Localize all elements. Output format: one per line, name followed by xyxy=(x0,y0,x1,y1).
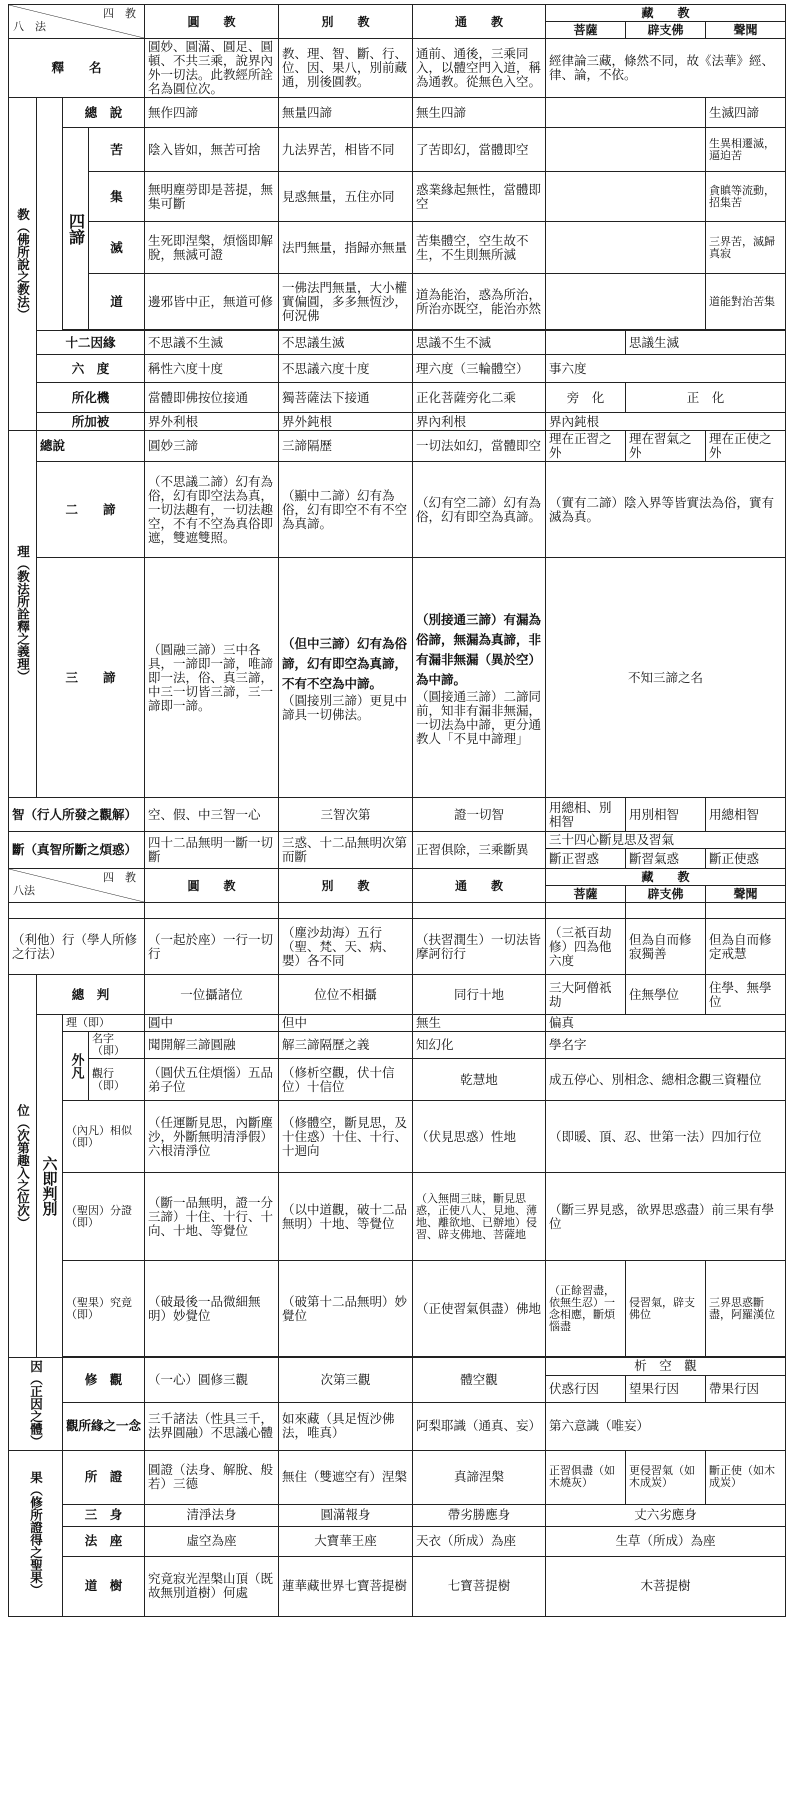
cell-zang-ershang: 正 化 xyxy=(626,383,786,413)
cell-pizhi: 侵習氣，辟支佛位 xyxy=(626,1261,706,1357)
cell-zang: 生滅四諦 xyxy=(706,98,786,128)
cell-yuan: 圓中 xyxy=(145,1015,279,1032)
cell-tong xyxy=(413,558,546,798)
col-pizhi: 辟支佛 xyxy=(626,886,706,903)
cell-bie: 法門無量，指歸亦無量 xyxy=(279,222,413,274)
cell-zang-top: 三十四心斷見思及習氣 xyxy=(546,832,786,849)
cell-yuan: （任運斷見思，內斷塵沙，外斷無明清淨假）六根清淨位 xyxy=(145,1101,279,1173)
row-label: 二 諦 xyxy=(37,462,145,558)
cell-tong: 證一切智 xyxy=(413,798,546,832)
cell-pizhi: 住無學位 xyxy=(626,975,706,1015)
corner-eight-dharmas: 八 法 xyxy=(13,20,46,33)
cell-pusa: 用總相、別相智 xyxy=(546,798,626,832)
cell-yuan: （圓伏五住煩惱）五品弟子位 xyxy=(145,1059,279,1101)
cell-zang: 木菩提樹 xyxy=(546,1556,786,1616)
cell-bie: （破第十二品無明）妙覺位 xyxy=(279,1261,413,1357)
cell-zang: （實有二諦）陰入界等皆實法為俗，實有滅為真。 xyxy=(546,462,786,558)
cell-pusa: （正餘習盡，依無生忍）一念相應，斷煩惱盡 xyxy=(546,1261,626,1357)
cell-bie: 無量四諦 xyxy=(279,98,413,128)
cell-pizhi: 更侵習氣（如木成炭） xyxy=(626,1450,706,1504)
row-jiao-ku xyxy=(9,128,786,172)
cell-zang: 界內鈍根 xyxy=(546,413,786,431)
cell-tong: （入無間三昧，斷見思惑，正使八人、見地、薄地、離欲地、已辦地）侵習、辟支佛地、菩薩地 xyxy=(413,1173,546,1261)
cell-tong-a: （別接通三諦）有漏為俗諦，無漏為真諦，非有漏非無漏（異於空）為中諦。 xyxy=(416,611,542,687)
row-guo-sanshen xyxy=(9,1504,786,1526)
cell-bie: 但中 xyxy=(279,1015,413,1032)
row-wei-guanxing xyxy=(9,1059,786,1101)
cell-tong: （幻有空二諦）幻有為俗，幻有即空為真諦。 xyxy=(413,462,546,558)
col-tong: 通 教 xyxy=(413,869,546,903)
corner-header xyxy=(9,5,145,39)
cell-yuan: 圓證（法身、解脫、般若）三德 xyxy=(145,1450,279,1504)
cell-zang: （斷三界見惑，欲界思惑盡）前三果有學位 xyxy=(546,1173,786,1261)
cell-bie: （修體空，斷見思，及十住惑）十住、十行、十迴向 xyxy=(279,1101,413,1173)
row-jiao-dao xyxy=(9,274,786,330)
row-label: 三 身 xyxy=(63,1504,145,1526)
cell-zang: 思議生滅 xyxy=(626,331,786,355)
waifan-label: 外凡 xyxy=(63,1032,89,1101)
corner-header-2 xyxy=(9,869,145,903)
row-wei-liji xyxy=(9,1015,786,1032)
cell-tong: 思議不生不滅 xyxy=(413,331,546,355)
cell-tong: 天衣（所成）為座 xyxy=(413,1526,546,1556)
cell-zang-top: 析 空 觀 xyxy=(546,1358,786,1376)
row-label: 斷（真智所斷之煩惑） xyxy=(9,832,145,869)
section-jiao: 教（佛所說之教法） xyxy=(9,98,37,431)
cell-shengwen: 理在正使之外 xyxy=(706,431,786,462)
row-label: 十二因緣 xyxy=(37,331,145,355)
cell-shengwen: 斷正使（如木成炭） xyxy=(706,1450,786,1504)
cell-bie: 一佛法門無量，大小權實偏圓，多多無恆沙，何況佛 xyxy=(279,274,413,330)
cell-bie-b: （圓接別三諦）更見中諦具一切佛法。 xyxy=(282,692,408,722)
section-guo: 果（修所證得之聖果） xyxy=(9,1450,63,1616)
header-row-2 xyxy=(9,869,786,886)
cell-yuan: 究竟寂光涅槃山頂（既故無別道樹）何處 xyxy=(145,1556,279,1616)
row-zhi xyxy=(9,798,786,832)
cell-yuan: （不思議二諦）幻有為俗，幻有即空法為真，一切法趣有，一切法趣空，不有不空為真俗即遮，雙遮雙照。 xyxy=(145,462,279,558)
row-jiao-suohuaji xyxy=(9,383,786,413)
cell-tong: 知幻化 xyxy=(413,1032,546,1059)
cell-yuan: 邊邪皆中正，無道可修 xyxy=(145,274,279,330)
cell-pizhi: 望果行因 xyxy=(626,1375,706,1402)
section-li: 理（教法所詮釋之義理） xyxy=(9,431,37,798)
cell-bie: 位位不相攝 xyxy=(279,975,413,1015)
cell-shengwen: 三界思惑斷盡，阿羅漢位 xyxy=(706,1261,786,1357)
row-label: 所 證 xyxy=(63,1450,145,1504)
cell-zang: 生異相遷滅，逼迫苦 xyxy=(706,128,786,172)
cell-tong: 理六度（三輪體空） xyxy=(413,355,546,383)
cell-tong: 阿梨耶識（通真、妄） xyxy=(413,1402,546,1450)
cell-pizhi: 但為自而修寂獨善 xyxy=(626,919,706,975)
row-label: 集 xyxy=(89,172,145,222)
cell-tong: （正使習氣俱盡）佛地 xyxy=(413,1261,546,1357)
row-label: 苦 xyxy=(89,128,145,172)
cell-tong: 惑業緣起無性，當體即空 xyxy=(413,172,546,222)
row-jiao-zongshuo xyxy=(9,98,786,128)
cell-bie: 獨菩薩法下接通 xyxy=(279,383,413,413)
cell-tong: 通前、通後，三乘同入，以體空門入道，稱為通教。從無色入空。 xyxy=(413,39,546,98)
cell-yuan: 陰入皆如，無苦可捨 xyxy=(145,128,279,172)
row-jiao-ji xyxy=(9,172,786,222)
cell-zang: 學名字 xyxy=(546,1032,786,1059)
cell-yuan: （斷一品無明，證一分三諦）十住、十行、十向、十地、等覺位 xyxy=(145,1173,279,1261)
row-label: （利他）行（學人所修之行法） xyxy=(9,919,145,975)
cell-bie: 三諦隔歷 xyxy=(279,431,413,462)
row-label: 釋 名 xyxy=(9,39,145,98)
row-label: 理（即） xyxy=(63,1015,145,1032)
cell-bie: 無住（雙遮空有）涅槃 xyxy=(279,1450,413,1504)
cell-pizhi: 理在習氣之外 xyxy=(626,431,706,462)
cell-bie: 圓滿報身 xyxy=(279,1504,413,1526)
row-label: 三 諦 xyxy=(37,558,145,798)
col-tong: 通 教 xyxy=(413,5,546,39)
cell-yuan: 當體即佛按位接通 xyxy=(145,383,279,413)
cell-yuan: 空、假、中三智一心 xyxy=(145,798,279,832)
cell-tong: 道為能治，惑為所治，所治亦既空，能治亦然 xyxy=(413,274,546,330)
cell-yuan: 生死即涅槃，煩惱即解脫，無滅可證 xyxy=(145,222,279,274)
cell-bie: 解三諦隔歷之義 xyxy=(279,1032,413,1059)
row-label: （聖因）分證（即） xyxy=(63,1173,145,1261)
row-shiming xyxy=(9,39,786,98)
cell-tong: 同行十地 xyxy=(413,975,546,1015)
row-label: （聖果）究竟（即） xyxy=(63,1261,145,1357)
cell-yuan: 三千諸法（性具三千，法界圓融）不思議心體 xyxy=(145,1402,279,1450)
cell-tong: 無生四諦 xyxy=(413,98,546,128)
cell-pusa: （三祇百劫修）四為他六度 xyxy=(546,919,626,975)
row-jiao-shier xyxy=(9,331,786,355)
col-zang: 藏 教 xyxy=(546,869,786,886)
cell-tong: 無生 xyxy=(413,1015,546,1032)
cell-bie: 界外鈍根 xyxy=(279,413,413,431)
cell-tong: （伏見思惑）性地 xyxy=(413,1101,546,1173)
cell-bie xyxy=(279,558,413,798)
cell-zang: 生草（所成）為座 xyxy=(546,1526,786,1556)
cell-tong-b: （圓接通三諦）二諦同前，知非有漏非無漏，一切法為中諦，更分通教人「不見中諦理」 xyxy=(416,688,542,746)
row-wei-neifan xyxy=(9,1101,786,1173)
row-label: 所化機 xyxy=(37,383,145,413)
corner-eight-dharmas: 八法 xyxy=(13,884,35,897)
col-pizhi: 辟支佛 xyxy=(626,22,706,39)
cell-zang-pusa: 旁 化 xyxy=(546,383,626,413)
col-zang: 藏 教 xyxy=(546,5,786,22)
cell-zang: 經律論三藏，條然不同，故《法華》經、律、論，不依。 xyxy=(546,39,786,98)
cell-zang: 事六度 xyxy=(546,355,786,383)
cell-tong: 乾慧地 xyxy=(413,1059,546,1101)
cell-shengwen: 住學、無學位 xyxy=(706,975,786,1015)
cell-yuan: 四十二品無明一斷一切斷 xyxy=(145,832,279,869)
cell-pusa: 正習俱盡（如木燒灰） xyxy=(546,1450,626,1504)
cell-zang: （即暖、頂、忍、世第一法）四加行位 xyxy=(546,1101,786,1173)
cell-bie: 教、理、智、斷、行、位、因、果八，別前藏通，別後圓教。 xyxy=(279,39,413,98)
cell-yuan: 一位攝諸位 xyxy=(145,975,279,1015)
cell-tong: （扶習潤生）一切法皆摩訶衍行 xyxy=(413,919,546,975)
cell-yuan: （破最後一品微細無明）妙覺位 xyxy=(145,1261,279,1357)
row-label: 總說 xyxy=(37,431,145,462)
cell-pusa: 伏惑行因 xyxy=(546,1375,626,1402)
row-guo-suozheng xyxy=(9,1450,786,1504)
cell-tong: 界內利根 xyxy=(413,413,546,431)
row-label: 智（行人所發之觀解） xyxy=(9,798,145,832)
cell-bie: （顯中二諦）幻有為俗，幻有即空不有不空為真諦。 xyxy=(279,462,413,558)
cell-bie: 見惑無量，五住亦同 xyxy=(279,172,413,222)
cell-yuan: 圓妙、圓滿、圓足、圓頓、不共三乘，說界內外一切法。此教經所詮名為圓位次。 xyxy=(145,39,279,98)
cell-bie: 次第三觀 xyxy=(279,1358,413,1403)
cell-pusa: 三大阿僧祇劫 xyxy=(546,975,626,1015)
cell-zang: 不知三諦之名 xyxy=(546,558,786,798)
cell-pusa: 斷正習惑 xyxy=(546,849,626,869)
cell-yuan: 虛空為座 xyxy=(145,1526,279,1556)
row-li-erdi xyxy=(9,462,786,558)
row-label: （內凡）相似（即） xyxy=(63,1101,145,1173)
cell-pizhi: 斷習氣惑 xyxy=(626,849,706,869)
cell-tong: 體空觀 xyxy=(413,1358,546,1403)
row-li-sandi xyxy=(9,558,786,798)
cell-yuan: 稱性六度十度 xyxy=(145,355,279,383)
row-label: 道 xyxy=(89,274,145,330)
cell-bie: （修析空觀，伏十信位）十信位 xyxy=(279,1059,413,1101)
row-wei-mingzi xyxy=(9,1032,786,1059)
cell-pizhi: 用別相智 xyxy=(626,798,706,832)
cell-tong: 真諦涅槃 xyxy=(413,1450,546,1504)
cell-yuan: （一起於座）一行一切行 xyxy=(145,919,279,975)
cell-bie: 不思議生滅 xyxy=(279,331,413,355)
col-shengwen: 聲聞 xyxy=(706,22,786,39)
sidi-label: 四諦 xyxy=(63,128,89,330)
row-jiao-mie xyxy=(9,222,786,274)
row-guo-daoshu xyxy=(9,1556,786,1616)
row-jiao-suojiabei xyxy=(9,413,786,431)
cell-bie-a: （但中三諦）幻有為俗諦，幻有即空為真諦，不有不空為中諦。 xyxy=(282,635,408,691)
row-duan xyxy=(9,832,786,849)
section-wei: 位（次第趣入之位次） xyxy=(9,975,37,1358)
row-label: 觀行（即） xyxy=(89,1059,145,1101)
row-label: 所加被 xyxy=(37,413,145,431)
cell-yuan: 無作四諦 xyxy=(145,98,279,128)
cell-tong: 正習俱除，三乘斷異 xyxy=(413,832,546,869)
col-bie: 別 教 xyxy=(279,5,413,39)
cell-shengwen: 用總相智 xyxy=(706,798,786,832)
cell-tong: 苦集體空，空生故不生，不生則無所滅 xyxy=(413,222,546,274)
cell-zang: 第六意識（唯妄） xyxy=(546,1402,786,1450)
col-yuan: 圓 教 xyxy=(145,869,279,903)
cell-bie: 九法界苦，相皆不同 xyxy=(279,128,413,172)
cell-bie: （塵沙劫海）五行（聖、梵、天、病、嬰）各不同 xyxy=(279,919,413,975)
cell-tong: 七寶菩提樹 xyxy=(413,1556,546,1616)
cell-zang: 三界苦，滅歸真寂 xyxy=(706,222,786,274)
cell-tong: 一切法如幻，當體即空 xyxy=(413,431,546,462)
cell-yuan: 圓妙三諦 xyxy=(145,431,279,462)
header-row xyxy=(9,5,786,22)
cell-yuan: 界外利根 xyxy=(145,413,279,431)
cell-bie: 三惑、十二品無明次第而斷 xyxy=(279,832,413,869)
col-bie: 別 教 xyxy=(279,869,413,903)
row-xing xyxy=(9,919,786,975)
cell-bie: 蓮華藏世界七寶菩提樹 xyxy=(279,1556,413,1616)
eight-dharmas-table xyxy=(8,4,785,1617)
row-label: 總 說 xyxy=(63,98,145,128)
cell-bie: 如來藏（具足恆沙佛法，唯真） xyxy=(279,1402,413,1450)
col-shengwen: 聲聞 xyxy=(706,886,786,903)
cell-zang: 偏真 xyxy=(546,1015,786,1032)
four-teachings-table xyxy=(8,4,786,1617)
cell-zang: 丈六劣應身 xyxy=(546,1504,786,1526)
row-label: 法 座 xyxy=(63,1526,145,1556)
row-label: 六 度 xyxy=(37,355,145,383)
cell-yuan: 不思議不生滅 xyxy=(145,331,279,355)
row-label: 總 判 xyxy=(37,975,145,1015)
col-pusa: 菩薩 xyxy=(546,886,626,903)
cell-shengwen: 帶果行因 xyxy=(706,1375,786,1402)
cell-zang: 道能對治苦集 xyxy=(706,274,786,330)
row-label: 滅 xyxy=(89,222,145,274)
cell-pusa: 理在正習之外 xyxy=(546,431,626,462)
col-pusa: 菩薩 xyxy=(546,22,626,39)
row-label: 修 觀 xyxy=(63,1358,145,1403)
cell-tong: 了苦即幻，當體即空 xyxy=(413,128,546,172)
cell-tong: 帶劣勝應身 xyxy=(413,1504,546,1526)
row-wei-jiujing xyxy=(9,1261,786,1357)
cell-bie: 三智次第 xyxy=(279,798,413,832)
cell-yuan: 清淨法身 xyxy=(145,1504,279,1526)
cell-yuan: （一心）圓修三觀 xyxy=(145,1358,279,1403)
cell-zang: 成五停心、別相念、總相念觀三資糧位 xyxy=(546,1059,786,1101)
cell-yuan: 聞開解三諦圓融 xyxy=(145,1032,279,1059)
cell-shengwen: 但為自而修定戒慧 xyxy=(706,919,786,975)
cell-yuan: （圓融三諦）三中各具，一諦即一諦，唯諦即一法，俗、真三諦，中三一切皆三諦，三一諦即一諦。 xyxy=(145,558,279,798)
section-yin: 因（正因之體） xyxy=(9,1358,63,1451)
row-jiao-liudu xyxy=(9,355,786,383)
cell-zang: 貪瞋等流動，招集苦 xyxy=(706,172,786,222)
row-yin-xiuguan xyxy=(9,1358,786,1376)
cell-yuan: 無明塵勞即是菩提，無集可斷 xyxy=(145,172,279,222)
corner-four-teachings: 四 教 xyxy=(103,7,136,20)
row-yin-suoyuan xyxy=(9,1402,786,1450)
row-wei-zongpan xyxy=(9,975,786,1015)
row-li-zongshuo xyxy=(9,431,786,462)
cell-bie: （以中道觀，破十二品無明）十地、等覺位 xyxy=(279,1173,413,1261)
col-yuan: 圓 教 xyxy=(145,5,279,39)
row-guo-fazuo xyxy=(9,1526,786,1556)
cell-bie: 大寶華王座 xyxy=(279,1526,413,1556)
row-label: 道 樹 xyxy=(63,1556,145,1616)
row-wei-fenzheng xyxy=(9,1173,786,1261)
row-label: 觀所緣之一念 xyxy=(63,1402,145,1450)
corner-four-teachings: 四 教 xyxy=(103,871,136,884)
liuji-label: 六即判別 xyxy=(37,1015,63,1358)
cell-shengwen: 斷正使惑 xyxy=(706,849,786,869)
row-label: 名字（即） xyxy=(89,1032,145,1059)
cell-tong: 正化菩薩旁化二乘 xyxy=(413,383,546,413)
cell-bie: 不思議六度十度 xyxy=(279,355,413,383)
